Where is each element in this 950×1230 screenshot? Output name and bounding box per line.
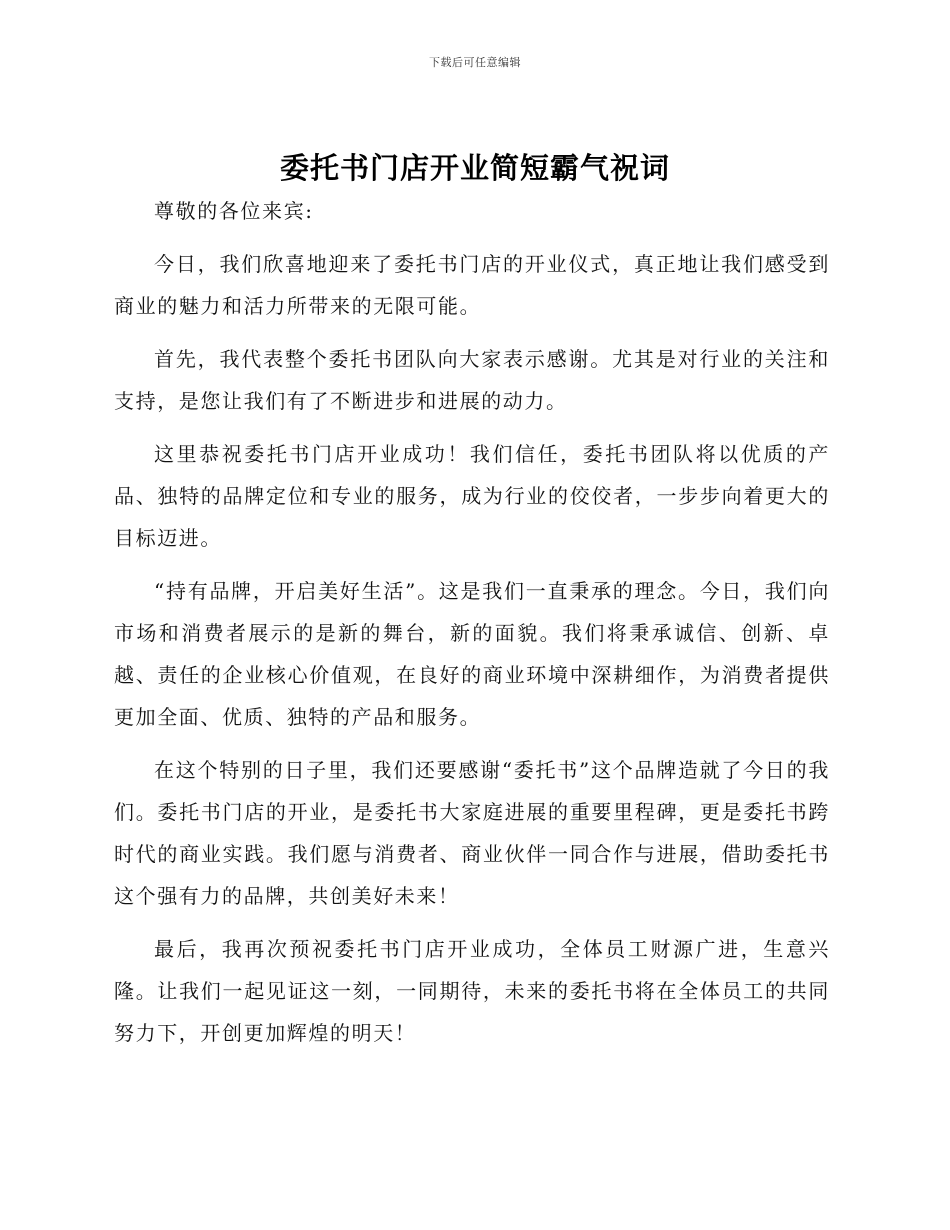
document-title: 委托书门店开业简短霸气祝词 xyxy=(279,151,670,185)
paragraph-brand: 在这个特别的日子里，我们还要感谢“委托书”这个品牌造就了今日的我们。委托书门店的开业，是委托书大家庭进展的重要里程碑，更是委托书跨时代的商业实践。我们愿与消费者、商业伙伴一同合作与进展，借助委托书这个强有力的品牌，共创美好未来！ xyxy=(114,758,830,908)
paragraph-philosophy: “持有品牌，开启美好生活”。这是我们一直秉承的理念。今日，我们向市场和消费者展示的是新的舞台，新的面貌。我们将秉承诚信、创新、卓越、责任的企业核心价值观，在良好的商业环境中深耕细作，为消费者提供更加全面、优质、独特的产品和服务。 xyxy=(114,579,830,729)
paragraph-closing: 最后，我再次预祝委托书门店开业成功，全体员工财源广进，生意兴隆。让我们一起见证这一刻，一同期待，未来的委托书将在全体员工的共同努力下，开创更加辉煌的明天！ xyxy=(114,937,830,1045)
paragraph-thanks: 首先，我代表整个委托书团队向大家表示感谢。尤其是对行业的关注和支持，是您让我们有了不断进步和进展的动力。 xyxy=(114,347,830,413)
paragraph-opening: 今日，我们欣喜地迎来了委托书门店的开业仪式，真正地让我们感受到商业的魅力和活力所带来的无限可能。 xyxy=(114,252,830,318)
header-note: 下载后可任意编辑 xyxy=(429,56,521,69)
document-body xyxy=(114,190,830,1065)
paragraph-wishes: 这里恭祝委托书门店开业成功！我们信任，委托书团队将以优质的产品、独特的品牌定位和专业的服务，成为行业的佼佼者，一步步向着更大的目标迈进。 xyxy=(114,442,830,550)
salutation: 尊敬的各位来宾: xyxy=(154,199,314,223)
